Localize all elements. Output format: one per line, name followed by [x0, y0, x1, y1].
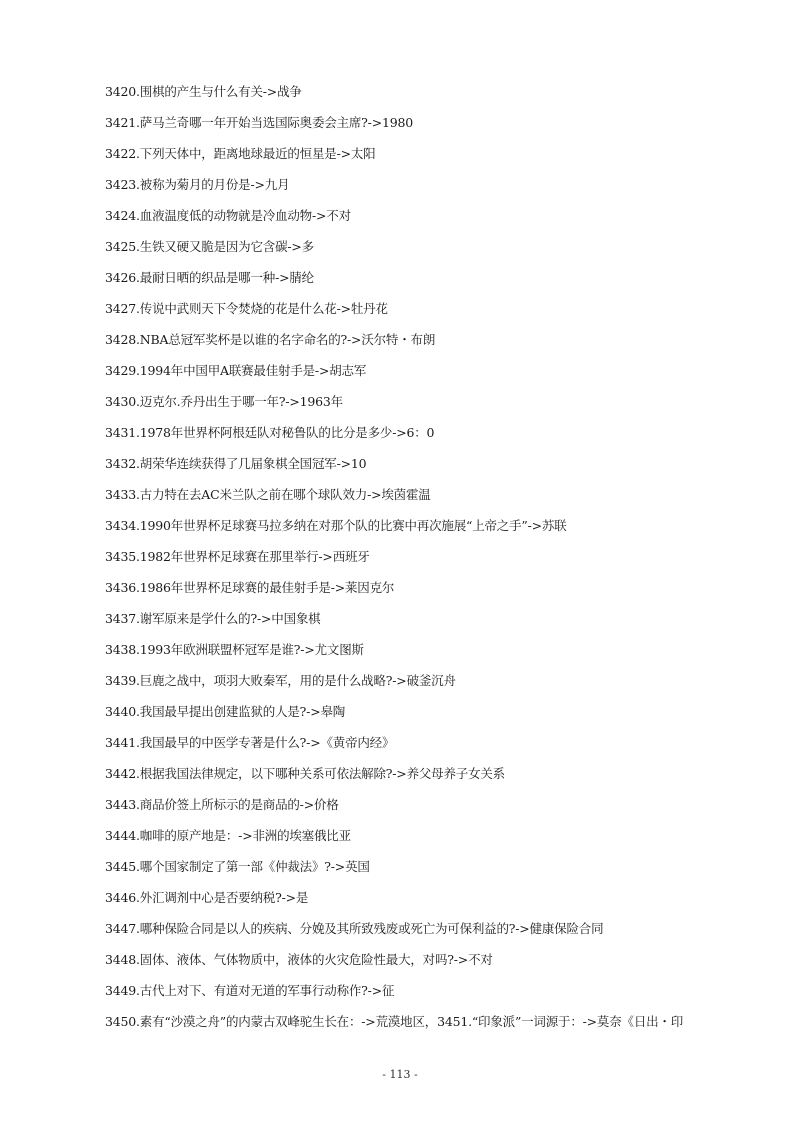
list-item: 3431.1978年世界杯阿根廷队对秘鲁队的比分是多少->6：0: [105, 425, 435, 440]
list-item: 3446.外汇调剂中心是否要纳税?->是: [105, 890, 309, 905]
list-item: 3427.传说中武则天下令焚烧的花是什么花->牡丹花: [105, 301, 388, 316]
list-item: 3420.围棋的产生与什么有关->战争: [105, 84, 302, 99]
list-item: 3447.哪种保险合同是以人的疾病、分娩及其所致残废或死亡为可保利益的?->健康保险合同: [105, 921, 604, 936]
list-item: 3435.1982年世界杯足球赛在那里举行->西班牙: [105, 549, 370, 564]
list-item: 3437.谢军原来是学什么的?->中国象棋: [105, 611, 321, 626]
page-number: - 113 -: [382, 1068, 418, 1081]
list-item: 3445.哪个国家制定了第一部《仲裁法》?->英国: [105, 859, 370, 874]
list-item: 3422.下列天体中，距离地球最近的恒星是->太阳: [105, 146, 376, 161]
list-item: 3450.素有“沙漠之舟”的内蒙古双峰驼生长在：->荒漠地区，3451.“印象派”一词源于：->莫奈《日出・印: [105, 1014, 684, 1029]
list-item: 3430.迈克尔.乔丹出生于哪一年?->1963年: [105, 394, 343, 409]
list-item: 3443.商品价签上所标示的是商品的->价格: [105, 797, 339, 812]
list-item: 3428.NBA总冠军奖杯是以谁的名字命名的?->沃尔特・布朗: [105, 332, 436, 347]
list-item: 3449.古代上对下、有道对无道的军事行动称作?->征: [105, 983, 395, 998]
list-item: 3439.巨鹿之战中，项羽大败秦军，用的是什么战略?->破釜沉舟: [105, 673, 456, 688]
list-item: 3429.1994年中国甲A联赛最佳射手是->胡志军: [105, 363, 367, 378]
list-item: 3444.咖啡的原产地是：->非洲的埃塞俄比亚: [105, 828, 351, 843]
list-item: 3423.被称为菊月的月份是->九月: [105, 177, 290, 192]
list-item: 3441.我国最早的中医学专著是什么?->《黄帝内经》: [105, 735, 395, 750]
list-item: 3448.固体、液体、气体物质中，液体的火灾危险性最大，对吗?->不对: [105, 952, 493, 967]
list-item: 3434.1990年世界杯足球赛马拉多纳在对那个队的比赛中再次施展“上帝之手”->苏联: [105, 518, 567, 533]
list-item: 3442.根据我国法律规定，以下哪种关系可依法解除?->养父母养子女关系: [105, 766, 505, 781]
list-item: 3440.我国最早提出创建监狱的人是?->皋陶: [105, 704, 346, 719]
list-item: 3424.血液温度低的动物就是冷血动物->不对: [105, 208, 351, 223]
list-item: 3425.生铁又硬又脆是因为它含碳->多: [105, 239, 314, 254]
list-item: 3426.最耐日晒的织品是哪一种->腈纶: [105, 270, 314, 285]
question-answer-list: [105, 82, 775, 1043]
list-item: 3436.1986年世界杯足球赛的最佳射手是->莱因克尔: [105, 580, 395, 595]
list-item: 3421.萨马兰奇哪一年开始当选国际奥委会主席?->1980: [105, 115, 413, 130]
list-item: 3432.胡荣华连续获得了几届象棋全国冠军->10: [105, 456, 367, 471]
list-item: 3438.1993年欧洲联盟杯冠军是谁?->尤文图斯: [105, 642, 364, 657]
list-item: 3433.古力特在去AC米兰队之前在哪个球队效力->埃茵霍温: [105, 487, 431, 502]
